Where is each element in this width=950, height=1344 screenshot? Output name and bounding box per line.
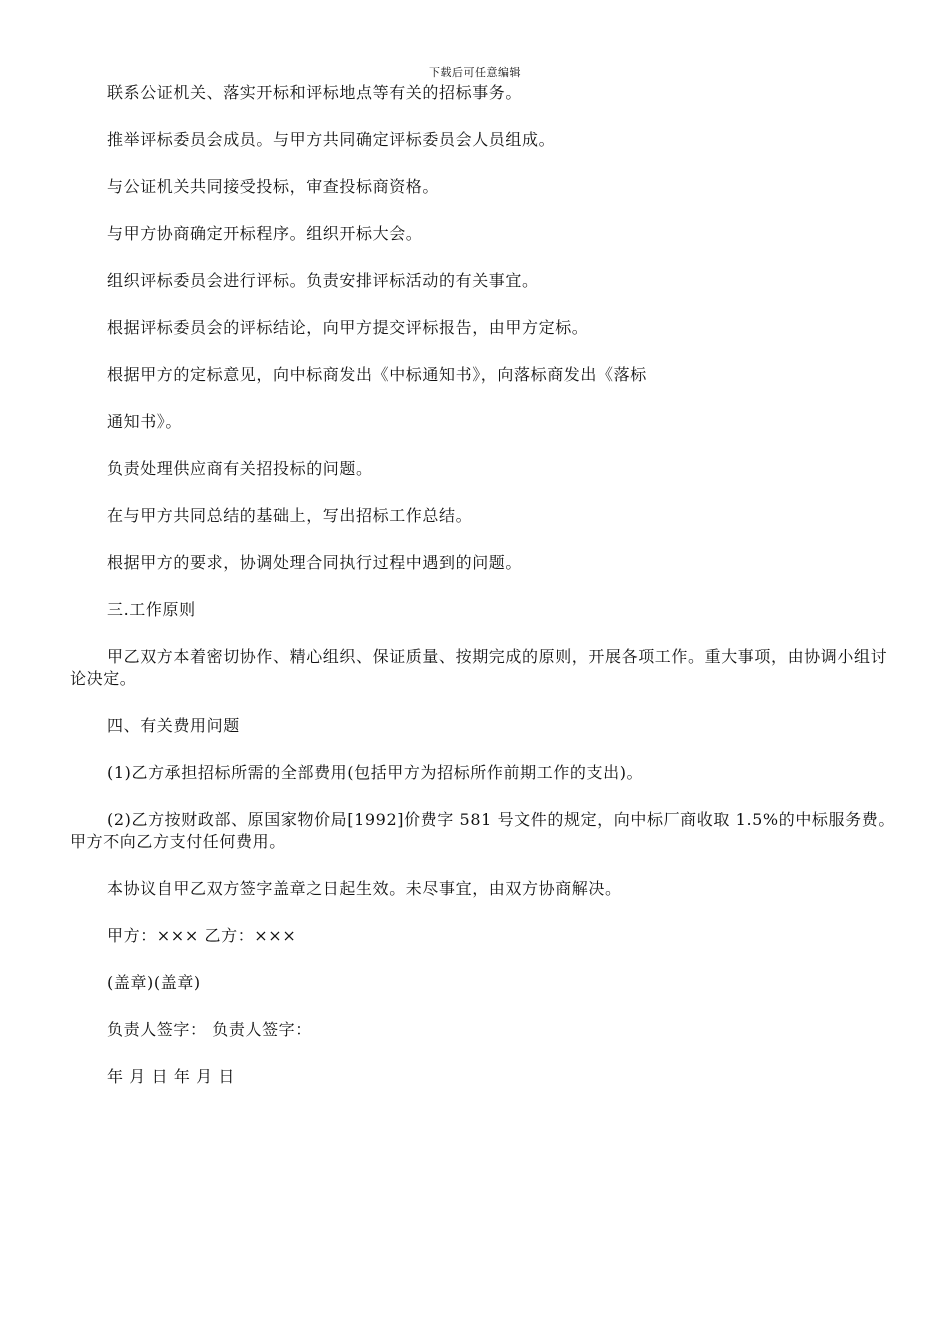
paragraph-award-notice-cont: 通知书》。 <box>107 412 183 431</box>
section-heading-principles: 三.工作原则 <box>107 600 196 619</box>
paragraph-notary-affairs: 联系公证机关、落实开标和评标地点等有关的招标事务。 <box>107 83 523 102</box>
paragraph-evaluation-report: 根据评标委员会的评标结论，向甲方提交评标报告，由甲方定标。 <box>107 318 589 337</box>
document-body <box>70 82 896 1088</box>
paragraph-work-summary: 在与甲方共同总结的基础上，写出招标工作总结。 <box>107 506 473 525</box>
paragraph-principles: 甲乙双方本着密切协作、精心组织、保证质量、按期完成的原则，开展各项工作。重大事项，由协调小组讨论决定。 <box>70 647 888 688</box>
section-heading-fees: 四、有关费用问题 <box>107 716 240 735</box>
paragraph-award-notice: 根据甲方的定标意见，向中标商发出《中标通知书》，向落标商发出《落标 <box>107 365 647 384</box>
parties-line: 甲方：××× 乙方：××× <box>107 926 297 945</box>
signature-line: 负责人签字： 负责人签字： <box>107 1020 312 1039</box>
date-line: 年 月 日 年 月 日 <box>107 1067 236 1086</box>
paragraph-recommend-committee: 推举评标委员会成员。与甲方共同确定评标委员会人员组成。 <box>107 130 556 149</box>
paragraph-supplier-issues: 负责处理供应商有关招投标的问题。 <box>107 459 373 478</box>
paragraph-contract-issues: 根据甲方的要求，协调处理合同执行过程中遇到的问题。 <box>107 553 523 572</box>
paragraph-fee-item-1: (1)乙方承担招标所需的全部费用(包括甲方为招标所作前期工作的支出)。 <box>107 763 644 782</box>
paragraph-effective: 本协议自甲乙双方签字盖章之日起生效。未尽事宜，由双方协商解决。 <box>107 879 622 898</box>
paragraph-accept-bids: 与公证机关共同接受投标，审查投标商资格。 <box>107 177 440 196</box>
seal-line: (盖章)(盖章) <box>107 973 201 992</box>
paragraph-fee-item-2: (2)乙方按财政部、原国家物价局[1992]价费字 581 号文件的规定，向中标厂商收取 1.5%的中标服务费。甲方不向乙方支付任何费用。 <box>70 810 895 851</box>
page-header-note: 下载后可任意编辑 <box>429 66 521 79</box>
paragraph-organize-evaluation: 组织评标委员会进行评标。负责安排评标活动的有关事宜。 <box>107 271 539 290</box>
paragraph-opening-procedure: 与甲方协商确定开标程序。组织开标大会。 <box>107 224 423 243</box>
